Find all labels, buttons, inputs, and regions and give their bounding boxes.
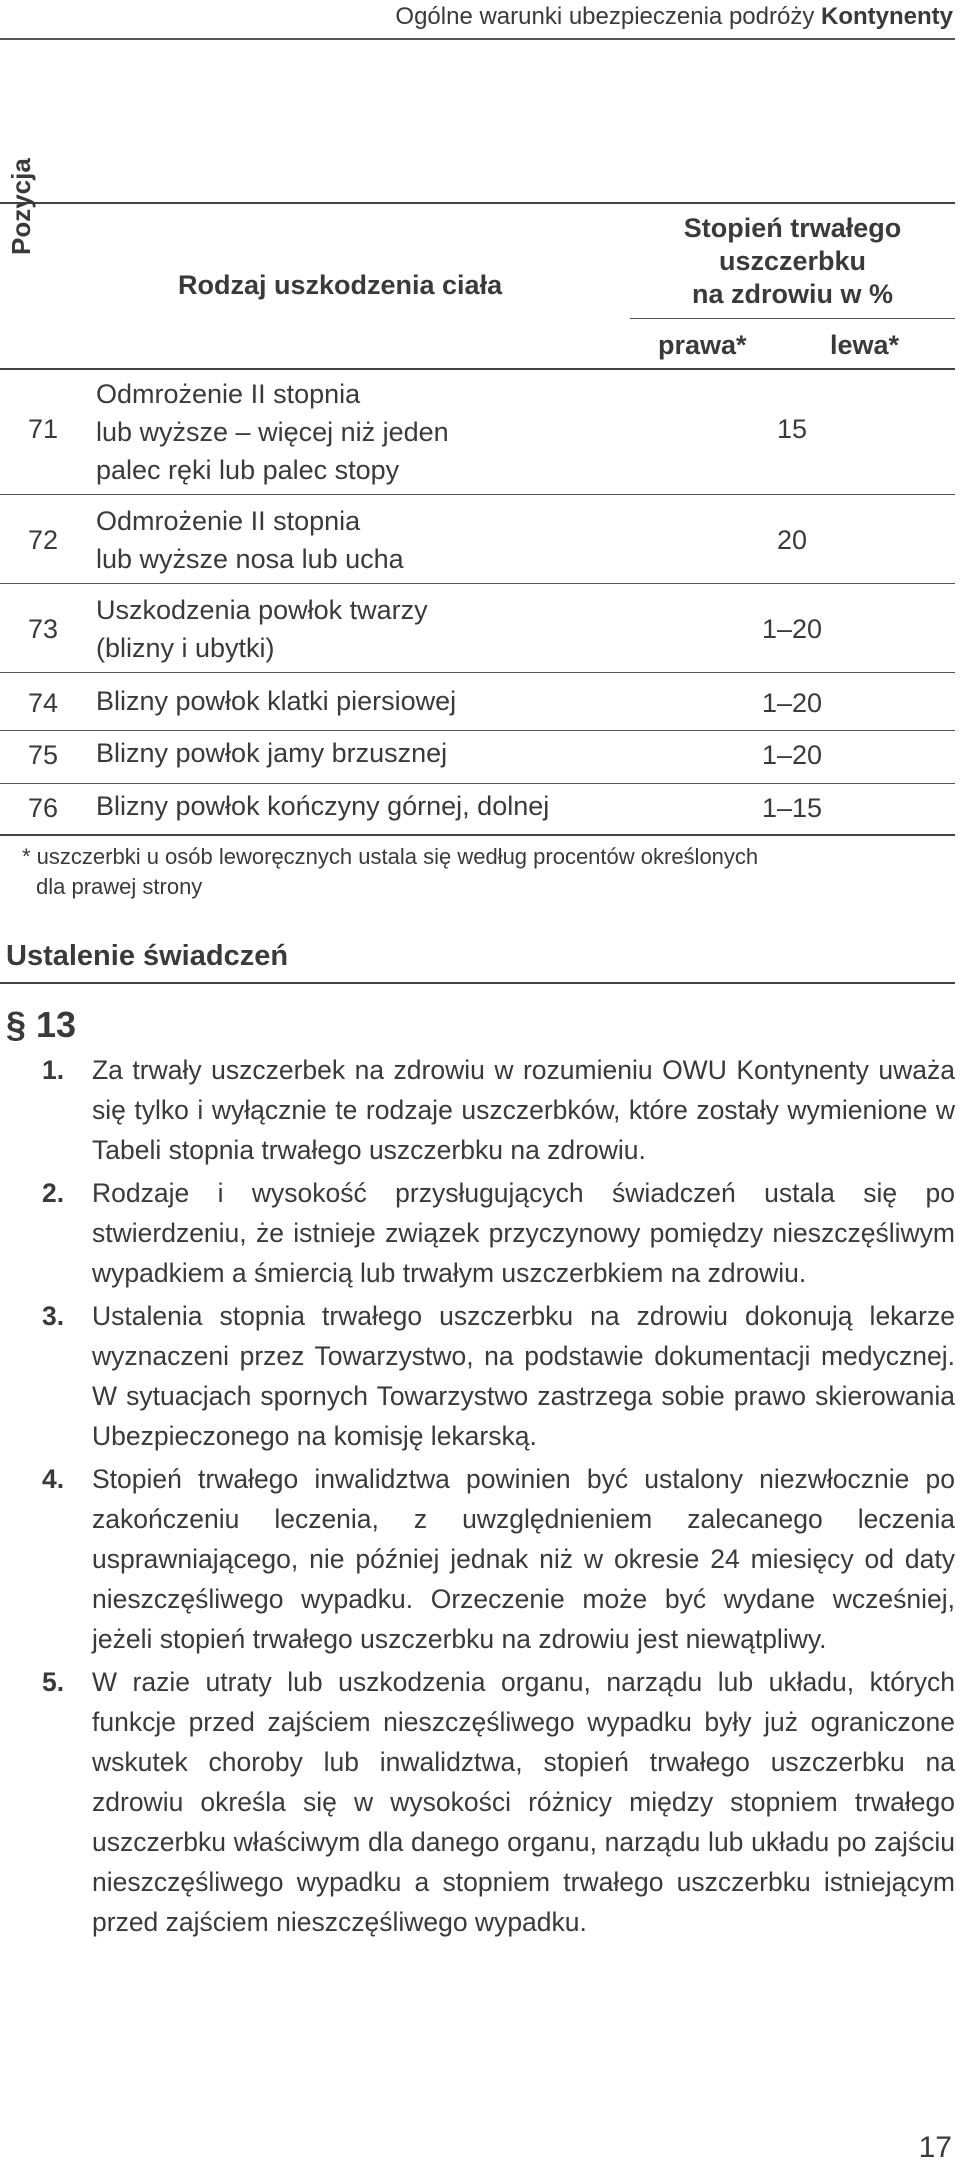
row-number: 74 <box>28 688 59 718</box>
row-divider <box>0 583 955 584</box>
row-divider <box>0 783 955 784</box>
row-divider <box>0 494 955 495</box>
col-header-right: prawa* <box>658 330 747 360</box>
col-header-position: Pozycja <box>6 158 36 255</box>
col-header-degree <box>630 212 955 311</box>
row-description-line: Odmrożenie II stopnia <box>96 506 361 536</box>
list-item-text: Rodzaje i wysokość przysługujących świadczeń ustala się po stwierdzeniu, że istnieje związek przyczynowy pomiędzy nieszczęśliwym wypadkiem a śmiercią lub trwałym uszczerbkiem na zdrowiu. <box>92 1178 955 1288</box>
row-description-line: lub wyższe – więcej niż jeden <box>96 417 449 447</box>
header-title: Ogólne warunki ubezpieczenia podróży <box>395 3 815 30</box>
row-description-line: Uszkodzenia powłok twarzy <box>96 595 428 625</box>
header-bottom-rule <box>0 368 955 370</box>
row-value: 1–20 <box>761 688 823 718</box>
row-number: 76 <box>28 793 59 823</box>
row-value: 1–15 <box>761 793 823 823</box>
table-footnote <box>22 842 942 902</box>
list-item-number: 2. <box>42 1178 65 1208</box>
list-item-text: W razie utraty lub uszkodzenia organu, narządu lub układu, których funkcje przed zajściem nieszczęśliwego wypadku były już ograniczone wskutek choroby lub inwalidztwa, stopień trwałego uszczerbku na zdrowiu określa się w wysokości różnicy między stopniem trwałego uszczerbku właściwym dla danego organu, narządu lub układu po zajściu nieszczęśliwego wypadku a stopniem trwałego uszczerbku istniejącym przed zajściem nieszczęśliwego wypadku. <box>92 1667 955 1937</box>
row-number: 73 <box>28 614 59 644</box>
row-description-line: palec ręki lub palec stopy <box>96 455 400 485</box>
header-title-bold: Kontynenty <box>821 3 953 30</box>
col-header-degree-line3: na zdrowiu w % <box>691 279 893 309</box>
footnote-line: dla prawej strony <box>36 874 203 899</box>
row-value: 20 <box>776 525 808 555</box>
list-item <box>0 1662 955 1942</box>
row-description-line: (blizny i ubytki) <box>96 633 275 663</box>
list-item <box>0 1173 955 1293</box>
row-number: 72 <box>28 525 59 555</box>
list-item-number: 4. <box>42 1464 65 1494</box>
row-description <box>96 375 449 489</box>
section-title: Ustalenie świadczeń <box>6 940 289 972</box>
provisions-list <box>0 1050 955 1942</box>
list-item-text: Ustalenia stopnia trwałego uszczerbku na zdrowiu dokonują lekarze wyznaczeni przez Towarzystwo, na podstawie dokumentacji medycznej. W sytuacjach spornych Towarzystwo zastrzega sobie prawo skierowania Ubezpieczonego na komisję lekarską. <box>92 1301 955 1451</box>
col-header-left: lewa* <box>830 330 900 360</box>
list-item <box>0 1050 955 1170</box>
footnote-line: * uszczerbki u osób leworęcznych ustala się według procentów określonych <box>22 844 759 869</box>
list-item <box>0 1459 955 1659</box>
row-description: Blizny powłok kończyny górnej, dolnej <box>96 791 550 821</box>
col-header-degree-line1: Stopień trwałego <box>683 213 902 243</box>
row-description <box>96 591 428 667</box>
list-item <box>0 1296 955 1456</box>
list-item-text: Za trwały uszczerbek na zdrowiu w rozumieniu OWU Kontynenty uważa się tylko i wyłącznie te rodzaje uszczerbków, które zostały wymienione w Tabeli stopnia trwałego uszczerbku na zdrowiu. <box>92 1055 955 1165</box>
list-item-text: Stopień trwałego inwalidztwa powinien być ustalony niezwłocznie po zakończeniu leczenia, z uwzględnieniem zalecanego leczenia usprawniającego, nie później jednak niż w okresie 24 miesięcy od daty nieszczęśliwego wypadku. Orzeczenie może być wydane wcześniej, jeżeli stopień trwałego uszczerbku na zdrowiu jest niewątpliwy. <box>92 1464 955 1654</box>
paragraph-number: § 13 <box>6 1004 77 1045</box>
row-description-line: Odmrożenie II stopnia <box>96 379 361 409</box>
section-rule <box>0 982 955 984</box>
list-item-number: 3. <box>42 1301 65 1331</box>
row-description <box>96 502 404 578</box>
table-top-rule <box>0 202 955 204</box>
row-divider <box>0 730 955 731</box>
row-description-line: lub wyższe nosa lub ucha <box>96 544 404 574</box>
running-header <box>0 0 955 40</box>
row-value: 1–20 <box>761 740 823 770</box>
row-value: 15 <box>776 414 808 444</box>
row-number: 71 <box>28 414 59 444</box>
table-bottom-rule <box>0 834 955 836</box>
col-header-degree-line2: uszczerbku <box>718 246 867 276</box>
row-number: 75 <box>28 740 59 770</box>
row-divider <box>0 672 955 673</box>
page-number: 17 <box>918 2131 952 2164</box>
row-description: Blizny powłok klatki piersiowej <box>96 686 457 716</box>
row-description: Blizny powłok jamy brzusznej <box>96 738 448 768</box>
col-header-type: Rodzaj uszkodzenia ciała <box>178 270 503 300</box>
list-item-number: 5. <box>42 1667 65 1697</box>
list-item-number: 1. <box>42 1055 65 1085</box>
row-value: 1–20 <box>761 614 823 644</box>
subheader-rule <box>630 318 955 319</box>
running-header-text <box>395 3 953 31</box>
